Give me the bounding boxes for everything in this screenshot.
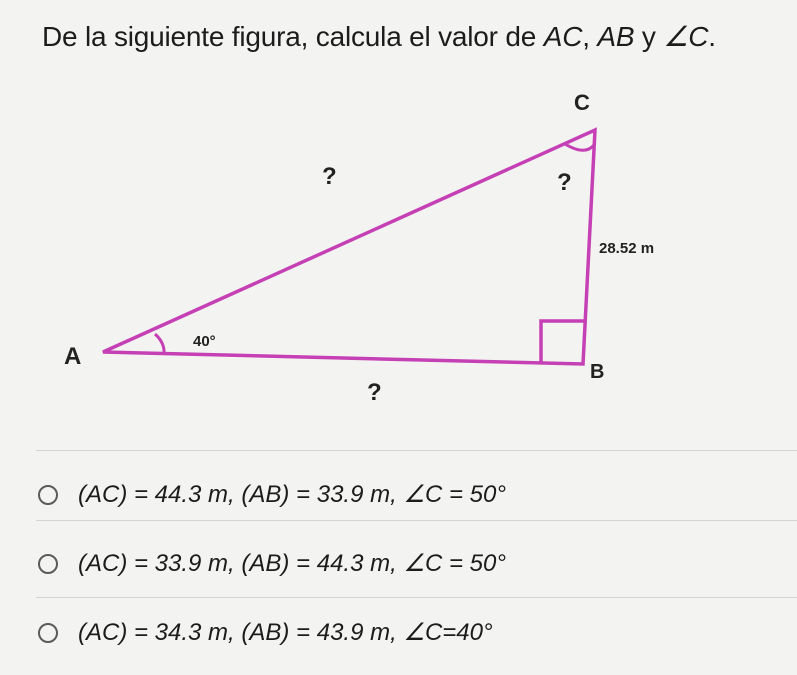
triangle-outline — [103, 130, 595, 364]
vertex-b-label: B — [590, 361, 605, 383]
side-ac-label: ? — [322, 163, 337, 190]
vertex-c-label: C — [574, 90, 590, 115]
side-ab-label: ? — [367, 379, 382, 406]
option-2[interactable] — [38, 549, 506, 578]
angle-c-arc — [565, 144, 594, 150]
option-1[interactable] — [38, 480, 506, 509]
angle-a-arc — [155, 334, 164, 354]
divider-1 — [36, 520, 797, 521]
option-3-radio[interactable] — [38, 623, 58, 643]
question-ab: AB — [597, 21, 635, 52]
angle-c-label: ? — [557, 169, 572, 196]
divider-top — [36, 450, 797, 451]
angle-a-label: 40° — [193, 333, 216, 350]
option-2-radio[interactable] — [38, 554, 58, 574]
option-1-label: (AC) = 44.3 m, (AB) = 33.9 m, ∠C = 50° — [78, 481, 506, 508]
option-1-radio[interactable] — [38, 485, 58, 505]
option-2-label: (AC) = 33.9 m, (AB) = 44.3 m, ∠C = 50° — [78, 550, 506, 577]
option-3[interactable] — [38, 618, 493, 647]
vertex-a-label: A — [64, 343, 82, 370]
right-angle-marker — [541, 321, 584, 363]
divider-2 — [36, 597, 797, 598]
question-prefix: De la siguiente figura, calcula el valor de — [42, 21, 544, 52]
question-sep2: y — [634, 21, 664, 52]
question-suffix: . — [708, 21, 716, 52]
option-3-label: (AC) = 34.3 m, (AB) = 43.9 m, ∠C=40° — [78, 619, 493, 646]
question-ac: AC — [543, 21, 583, 52]
side-bc-label: 28.52 m — [599, 240, 655, 257]
question-angle-c: ∠C — [663, 21, 709, 52]
question-sep1: , — [582, 21, 598, 52]
